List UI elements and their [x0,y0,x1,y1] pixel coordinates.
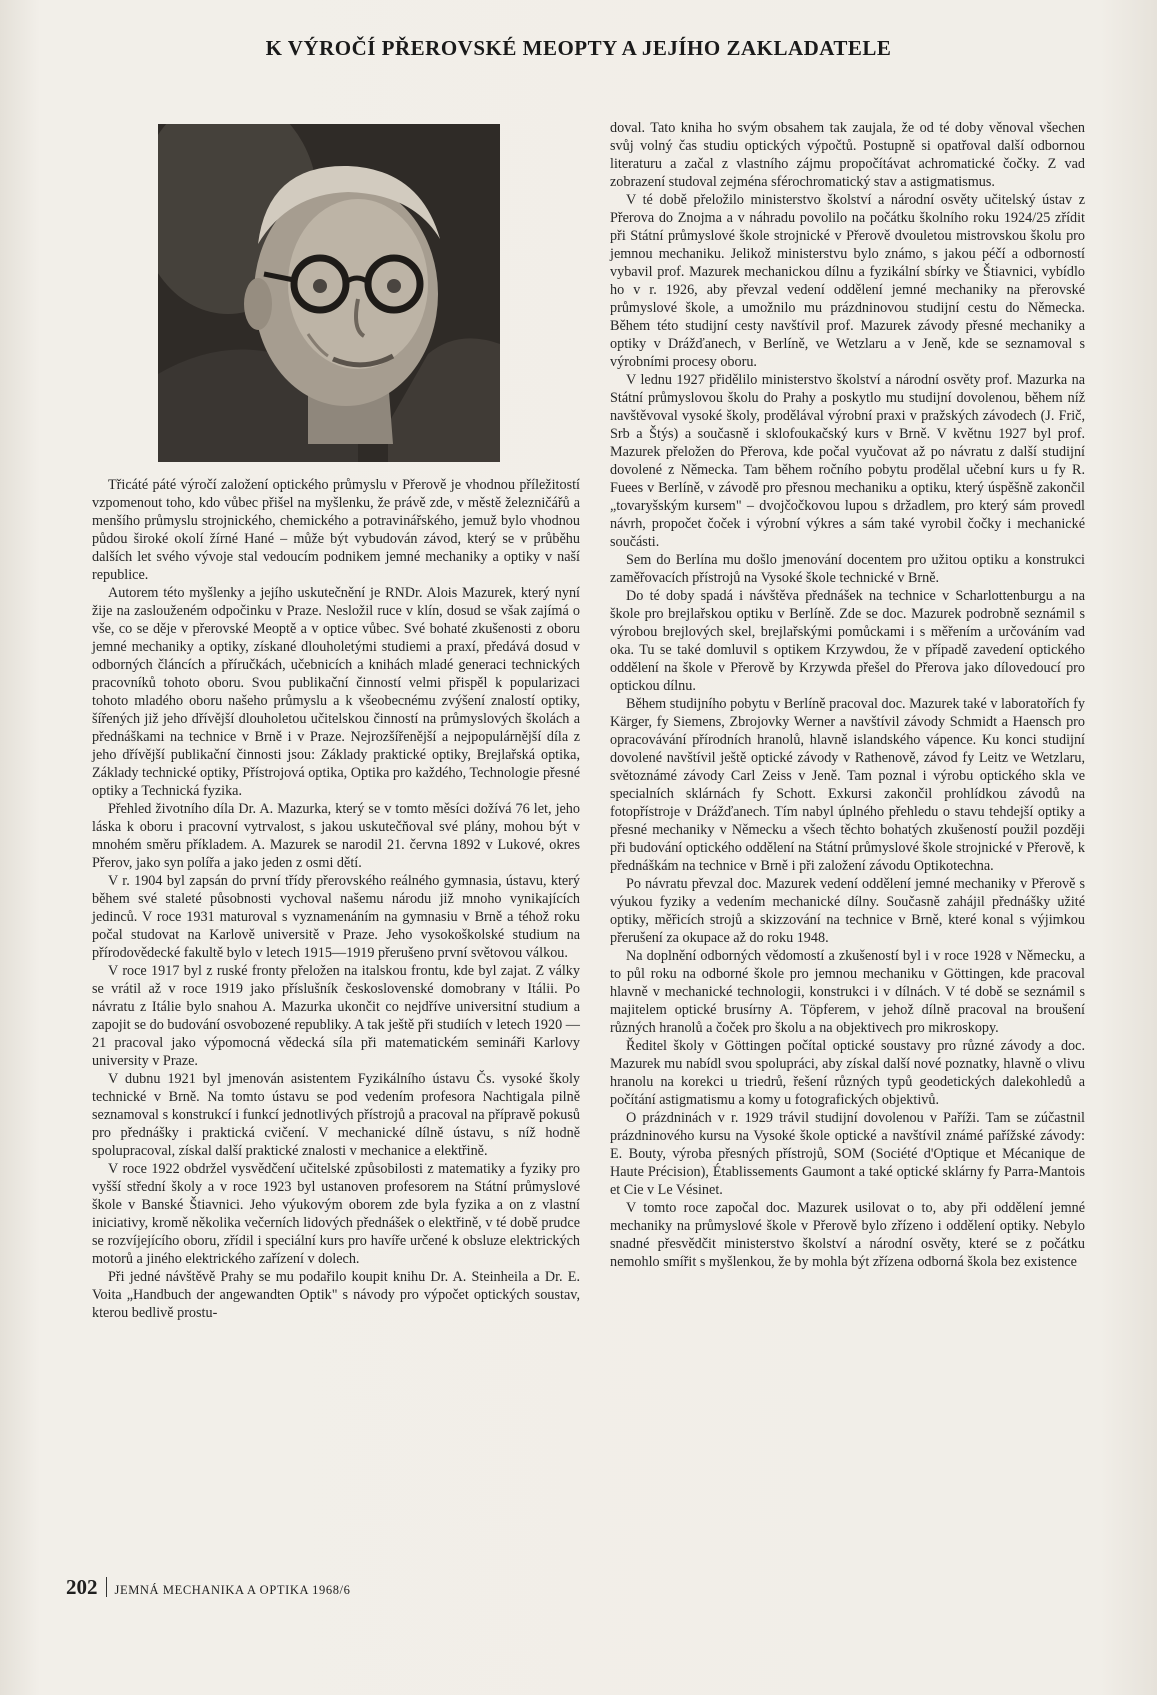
right-text-column [610,119,1085,1271]
paragraph: Ředitel školy v Göttingen počítal optické soustavy pro různé závody a doc. Mazurek mu nabídl svou spolupráci, aby získal další nové poznatky, hlavně o vlivu hranolu na korekci u triedrů, řešení různých typů geodetických dalekohledů a počítání astigmatismu a komy u fotografických objektivů. [610,1038,1085,1108]
paragraph: V r. 1904 byl zapsán do první třídy přerovského reálného gymnasia, ústavu, který během své staleté působnosti vychoval našemu národu již mnoho vynikajících jedinců. V roce 1931 maturoval s vyznamenáním na gymnasiu v Brně a téhož roku počal studovat na Karlově universitě v Praze. Jeho vysokoškolské studium na přírodovědecké fakultě bylo v letech 1915—1919 přerušeno první světovou válkou. [92,873,580,961]
paragraph: V lednu 1927 přidělilo ministerstvo školství a národní osvěty prof. Mazurka na Státní průmyslovou školu do Prahy a poskytlo mu studijní dovolenou, během níž navštěvoval vysoké školy, prodělával výrobní praxi v pražských závodech (J. Frič, Srb a Štýs) a současně i sklofoukačský kurs v Brně. V květnu 1927 byl prof. Mazurek přeložen do Přerova, kde počal vyučovat až po návratu z další studijní dovolené z Německa. Tam během ročního pobytu prodělal učební kurs u fy R. Fuees v Berlíně, v závodě pro přesnou mechaniku a optiku, který úspěšně zakončil „tovaryšským kursem" – dvojčočkovou lupou s držadlem, pro který sám provedl návrh, propočet čoček i výrobní výkres a sám také vyrobil čočky i mechanické součásti. [610,372,1085,550]
paragraph: Do té doby spadá i návštěva přednášek na technice v Scharlottenburgu a na škole pro brejlařskou optiku v Berlíně. Zde se doc. Mazurek podrobně seznámil s výrobou brejlových skel, brejlařskými pomůckami i s měřením a určováním vad oka. Tu se také domluvil s optikem Krzywdou, že v případě zavedení optického oddělení na škole v Přerově by Krzywda přešel do Přerova jako dílovedoucí pro optickou dílnu. [610,588,1085,694]
paragraph: V té době přeložilo ministerstvo školství a národní osvěty učitelský ústav z Přerova do Znojma a v náhradu povolilo na počátku školního roku 1924/25 zřídit při Státní průmyslové škole strojnické v Přerově dvouletou mistrovskou školu pro jemnou mechaniku. Jelikož ministerstvu bylo známo, s jakou péčí a odborností vybavil prof. Mazurek mechanickou dílnu a fyzikální sbírky ve Štiavnici, vybídlo ho v r. 1926, aby převzal vedení oddělení jemné mechaniky na přerovské průmyslové škole, a umožnilo mu prázdninovou studijní cestu do Německa. Během této studijní cesty navštívil prof. Mazurek závody přesné mechaniky a optiky v Drážďanech, v Berlíně, ve Wetzlaru a v Jeně, kde se seznamoval s výrobními procesy oboru. [610,192,1085,370]
journal-name: JEMNÁ MECHANIKA A OPTIKA 1968/6 [114,1583,351,1597]
left-text-column [92,476,580,1322]
paragraph: Během studijního pobytu v Berlíně pracoval doc. Mazurek také v laboratořích fy Kärger, fy Siemens, Zbrojovky Werner a navštívil závody Schmidt a Haensch pro opracovávání přírodních hranolů, hlavně islandského vápence. Ku konci studijní dovolené navštívil ještě optické závody v Rathenově, závod fy Leitz ve Wetzlaru, světoznámé závody Carl Zeiss v Jeně. Tam poznal i výrobu optického skla ve specialních sklárnách fy Schott. Exkursi zakončil prohlídkou závodů na fotopřístroje v Drážďanech. Tím nabyl úplného přehledu o stavu tehdejší optiky a přesné mechaniky v Německu a všech těchto bohatých zkušeností použil později při budování optického oddělení na Státní průmyslové škole strojnické v Přerově, k přednáškám na technice v Brně i při založení závodu Optikotechna. [610,696,1085,874]
paragraph: Třicáté páté výročí založení optického průmyslu v Přerově je vhodnou příležitostí vzpomenout toho, kdo vůbec přišel na myšlenku, že právě zde, v městě železničářů a menšího průmyslu strojnického, chemického a potravinářského, jemuž bylo vhodnou půdou široké okolí žírné Hané – může být vybudován závod, který se v průběhu dalších let svého vývoje stal vedoucím podnikem jemné mechaniky a optiky v naší republice. [92,477,580,583]
article-title: K VÝROČÍ PŘEROVSKÉ MEOPTY A JEJÍHO ZAKLADATELE [265,36,892,60]
paragraph: Přehled životního díla Dr. A. Mazurka, který se v tomto měsíci dožívá 76 let, jeho láska k oboru i pracovní vytrvalost, s jakou uskutečňoval své plány, mohou být v mnohém směru příkladem. A. Mazurek se narodil 21. června 1892 v Lukové, okres Přerov, jako syn polířa a jako jeden z osmi dětí. [92,801,580,871]
paragraph: Autorem této myšlenky a jejího uskutečnění je RNDr. Alois Mazurek, který nyní žije na zaslouženém odpočinku v Praze. Nesložil ruce v klín, dosud se však zajímá o vše, co se děje v přerovské Meoptě a v optice vůbec. Své bohaté zkušenosti z oboru jemné mechaniky a optiky, získané dlouholetými studiemi a praxí, předává dosud v odborných článcích a příručkách, učebnicích a knihách mladé generaci technických pracovníků tohoto oboru. Svou publikační činností velmi přispěl k popularizaci tohoto mladého oboru našeho průmyslu a k všeobecnému zvýšení znalostí optiky, šířených již jeho dřívější dlouholetou učitelskou činností na průmyslových školách a přednáškami na technice v Brně i v Praze. Nejrozšířenější a nejpopulárnější díla z jeho dřívější publikační činnosti jsou: Základy praktické optiky, Brejlařská optika, Základy technické optiky, Přístrojová optika, Optika pro každého, Technologie přesné optiky a Technická fyzika. [92,585,580,799]
paragraph: V dubnu 1921 byl jmenován asistentem Fyzikálního ústavu Čs. vysoké školy technické v Brně. Na tomto ústavu se pod vedením profesora Nachtigala pilně seznamoval s konstrukcí i funkcí jednotlivých přístrojů a pracoval na přípravě pokusů pro přednášky i praktická cvičení. V mechanické dílně ústavu, s níž hodně spolupracoval, získal další praktické znalosti v mechanice a elektřině. [92,1071,580,1159]
footer-divider [106,1577,107,1597]
paragraph: V roce 1922 obdržel vysvědčení učitelské způsobilosti z matematiky a fyziky pro vyšší střední školy a v roce 1923 byl ustanoven profesorem na Státní průmyslové škole v Banské Štiavnici. Jeho výukovým oborem zde byla fyzika a on z vlastní iniciativy, kromě několika večerních lidových přednášek o elektřině, v té době prudce se rozvíjejícího oboru, zřídil i speciální kurs pro havíře určené k obsluze elektrických motorů a jiného elektrického zařízení v dolech. [92,1161,580,1267]
paragraph: doval. Tato kniha ho svým obsahem tak zaujala, že od té doby věnoval všechen svůj volný čas studiu optických výpočtů. Postupně si opatřoval další odbornou literaturu a začal z vlastního zájmu propočítávat achromatické čočky. Z vad zobrazení studoval zejména sférochromatický stav a astigmatismus. [610,120,1085,190]
paragraph: V roce 1917 byl z ruské fronty přeložen na italskou frontu, kde byl zajat. Z války se vrátil až v roce 1919 jako příslušník československé domobrany v Itálii. Po návratu z Itálie bylo snahou A. Mazurka ukončit co nejdříve universitní studium a zapojit se do budování osvobozené republiky. A tak ještě při studiích v letech 1920 — 21 pracoval jako výpomocná vědecká síla při matematickém semináři Karlovy university v Praze. [92,963,580,1069]
paragraph: V tomto roce započal doc. Mazurek usilovat o to, aby při oddělení jemné mechaniky na průmyslové škole v Přerově bylo zřízeno i oddělení optiky. Nebylo snadné přesvědčit ministerstvo školství a národní osvěty, které se z počátku nemohlo smířit s myšlenkou, že by mohla být zřízena odborná škola bez existence [610,1200,1085,1270]
paragraph: Po návratu převzal doc. Mazurek vedení oddělení jemné mechaniky v Přerově s výukou fyziky a vedením mechanické dílny. Současně zahájil přednášky užité optiky, měřicích strojů a skizzování na technice v Brně, které konal s výjimkou přerušení za okupace až do roku 1948. [610,876,1085,946]
paragraph: Při jedné návštěvě Prahy se mu podařilo koupit knihu Dr. A. Steinheila a Dr. E. Voita „Handbuch der angewandten Optik" s návody pro výpočet optických soustav, kterou bedlivě prostu- [92,1269,580,1321]
paragraph: O prázdninách v r. 1929 trávil studijní dovolenou v Paříži. Tam se zúčastnil prázdninového kursu na Vysoké škole optické a navštívil známé pařížské závody: E. Bouty, výroba přesných přístrojů, SOM (Société d'Optique et Mécanique de Haute Précision), Établissements Gaumont a také optické sklárny fy Parra-Mantois et Cie v Le Vésinet. [610,1110,1085,1198]
portrait-photo [158,124,500,462]
paragraph: Sem do Berlína mu došlo jmenování docentem pro užitou optiku a konstrukci zaměřovacích přístrojů na Vysoké škole technické v Brně. [610,552,1085,586]
paragraph: Na doplnění odborných vědomostí a zkušeností byl i v roce 1928 v Německu, a to půl roku na odborné škole pro jemnou mechaniku v Göttingen, kde pracoval hlavně v mechanické technologii, konstrukci i v dílnách. V té době se seznámil s majitelem optické brusírny A. Töpferem, v jehož dílně pracoval na broušení různých hranolů a čoček pro školu a na objektivech pro mikroskopy. [610,948,1085,1036]
page-footer [66,1574,350,1600]
page-number: 202 [66,1575,98,1599]
